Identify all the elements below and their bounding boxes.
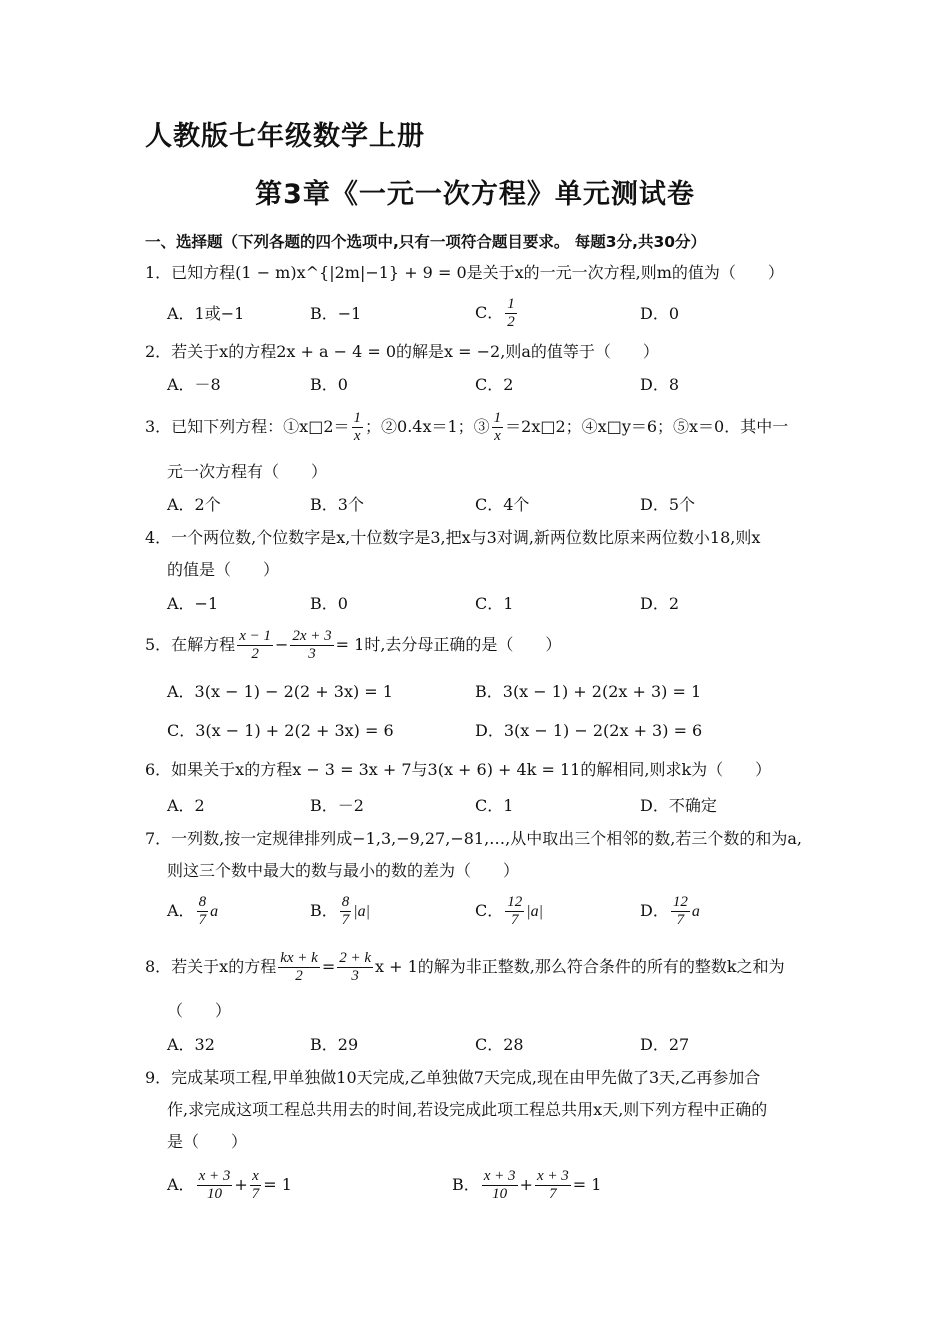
- numerator: x − 1: [239, 628, 271, 644]
- question-9-stem-line3: 是（ ）: [167, 1132, 248, 1151]
- fraction: [197, 894, 209, 929]
- q8-fraction-2: [337, 950, 373, 985]
- q4-option-d: D．2: [640, 594, 680, 613]
- q5-option-c: C．3(x − 1) + 2(2 + 3x) = 6: [167, 721, 394, 740]
- section-heading: 一、选择题（下列各题的四个选项中,只有一项符合题目要求。 每题3分,共30分）: [145, 233, 707, 251]
- tail: |a|: [526, 903, 544, 920]
- q2-option-c: C．2: [475, 375, 514, 394]
- label: C．: [475, 901, 504, 920]
- q5-fraction-1: [237, 628, 273, 663]
- fraction: [340, 894, 352, 929]
- question-7-stem-line2: 则这三个数中最大的数与最小的数的差为（ ）: [167, 861, 520, 880]
- q8-equals: =: [321, 957, 336, 976]
- numerator: 2 + k: [339, 950, 372, 966]
- denominator: 2: [251, 646, 259, 662]
- denominator: 7: [511, 912, 519, 928]
- numerator: x + 3: [536, 1168, 569, 1184]
- numerator: x + 3: [198, 1168, 231, 1184]
- fraction-1: [482, 1168, 518, 1203]
- question-7-stem: 7．一列数,按一定规律排列成−1,3,−9,27,−81,…,从中取出三个相邻的数,若三个数的和为a,: [145, 829, 802, 848]
- fraction-1: [197, 1168, 233, 1203]
- tail: = 1: [263, 1175, 292, 1194]
- q1-option-c: [475, 296, 519, 331]
- q9-option-a: [167, 1168, 292, 1203]
- q5-text-2: = 1时,去分母正确的是（ ）: [335, 635, 562, 654]
- q5-fraction-2: [290, 628, 333, 663]
- question-4-stem: 4．一个两位数,个位数字是x,十位数字是3,把x与3对调,新两位数比原来两位数小18,则x: [145, 528, 761, 547]
- numerator: 1: [353, 410, 362, 426]
- q5-option-b: B．3(x − 1) + 2(2x + 3) = 1: [475, 682, 702, 701]
- doc-subtitle: 第3章《一元一次方程》单元测试卷: [255, 179, 695, 210]
- q8-option-a: A．32: [167, 1035, 215, 1054]
- numerator: kx + k: [280, 950, 318, 966]
- numerator: 8: [198, 894, 207, 910]
- q1-option-a: A．1或−1: [167, 304, 245, 323]
- q8-fraction-1: [278, 950, 320, 985]
- fraction: [671, 894, 690, 929]
- fraction: [505, 894, 524, 929]
- q8-option-d: D．27: [640, 1035, 690, 1054]
- q2-option-a: A．－8: [167, 375, 221, 394]
- q5-minus: −: [274, 635, 289, 654]
- question-2-stem: 2．若关于x的方程2x + a − 4 = 0的解是x = −2,则a的值等于（ ）: [145, 342, 659, 361]
- q6-option-d: D．不确定: [640, 796, 717, 815]
- denominator: 7: [341, 912, 350, 928]
- doc-title: 人教版七年级数学上册: [145, 121, 425, 152]
- tail: a: [691, 903, 700, 920]
- q1-option-c-label: C．: [475, 303, 504, 322]
- denominator: 3: [351, 968, 359, 984]
- question-8-stem-line2: （ ）: [167, 1001, 232, 1020]
- question-9-stem-line2: 作,求完成这项工程总共用去的时间,若设完成此项工程总共用x天,则下列方程中正确的: [167, 1100, 768, 1119]
- denominator: 7: [549, 1186, 557, 1202]
- q3-text-1: 3．已知下列方程：①x□2＝: [145, 417, 350, 436]
- q9-option-b: [452, 1168, 601, 1203]
- q3-option-c: C．4个: [475, 495, 530, 514]
- question-4-stem-line2: 的值是（ ）: [167, 560, 280, 579]
- q5-option-d: D．3(x − 1) − 2(2x + 3) = 6: [475, 721, 703, 740]
- fraction-2: [250, 1168, 262, 1203]
- q3-fraction-1: [352, 410, 364, 445]
- q4-option-a: A．−1: [167, 594, 219, 613]
- numerator: 12: [672, 894, 688, 910]
- numerator: x + 3: [483, 1168, 516, 1184]
- q3-option-d: D．5个: [640, 495, 696, 514]
- denominator: x: [353, 428, 361, 444]
- q3-text-2: ；②0.4x＝1；③: [365, 417, 490, 436]
- plus: +: [234, 1175, 248, 1194]
- q7-option-c: [475, 894, 543, 929]
- denominator: x: [494, 428, 501, 444]
- label: A．: [167, 901, 195, 920]
- label: B．: [452, 1175, 480, 1194]
- q4-option-c: C．1: [475, 594, 514, 613]
- q3-option-a: A．2个: [167, 495, 221, 514]
- q1-option-b: B．−1: [310, 304, 362, 323]
- q3-text-3: ＝2x□2；④x□y＝6；⑤x＝0．其中一: [505, 417, 789, 436]
- question-8-stem: [145, 950, 785, 985]
- q2-option-b: B．0: [310, 375, 348, 394]
- q8-text-2: x + 1的解为非正整数,那么符合条件的所有的整数k之和为: [375, 957, 785, 976]
- q6-option-b: B．－2: [310, 796, 364, 815]
- denominator: 7: [251, 1186, 260, 1202]
- numerator: x: [252, 1168, 259, 1184]
- denominator: 10: [492, 1186, 508, 1202]
- question-9-stem: 9．完成某项工程,甲单独做10天完成,乙单独做7天完成,现在由甲先做了3天,乙再参加合: [145, 1068, 761, 1087]
- tail: |a|: [353, 903, 371, 920]
- numerator: 8: [341, 894, 350, 910]
- q5-option-a: A．3(x − 1) − 2(2 + 3x) = 1: [167, 682, 393, 701]
- denominator: 3: [308, 646, 316, 662]
- q8-option-c: C．28: [475, 1035, 524, 1054]
- q6-option-a: A．2: [167, 796, 205, 815]
- q5-text-1: 5．在解方程: [145, 635, 236, 654]
- q8-option-b: B．29: [310, 1035, 359, 1054]
- plus: +: [519, 1175, 533, 1194]
- q3-fraction-2: [492, 410, 504, 445]
- label: A．: [167, 1175, 195, 1194]
- q3-option-b: B．3个: [310, 495, 364, 514]
- q2-option-d: D．8: [640, 375, 680, 394]
- denominator: 7: [198, 912, 207, 928]
- q7-option-b: [310, 894, 370, 929]
- denominator: 2: [507, 314, 515, 330]
- question-3-stem: [145, 410, 788, 445]
- denominator: 2: [295, 968, 303, 984]
- fraction-2: [535, 1168, 571, 1203]
- numerator: 1: [493, 410, 502, 426]
- q6-option-c: C．1: [475, 796, 514, 815]
- question-5-stem: [145, 628, 561, 663]
- tail: = 1: [572, 1175, 602, 1194]
- q4-option-b: B．0: [310, 594, 348, 613]
- q7-option-d: [640, 894, 700, 929]
- numerator: 1: [507, 296, 515, 312]
- label: B．: [310, 901, 338, 920]
- question-1-stem: 1．已知方程(1 − m)x^{|2m|−1} + 9 = 0是关于x的一元一次方程,则m的值为（ ）: [145, 263, 784, 282]
- denominator: 7: [676, 912, 685, 928]
- q1-option-c-fraction: [505, 296, 517, 331]
- numerator: 12: [507, 894, 523, 910]
- tail: a: [210, 903, 219, 920]
- numerator: 2x + 3: [292, 628, 332, 644]
- q1-option-d: D．0: [640, 304, 680, 323]
- q8-text-1: 8．若关于x的方程: [145, 957, 277, 976]
- label: D．: [640, 901, 669, 920]
- q7-option-a: [167, 894, 218, 929]
- denominator: 10: [206, 1186, 222, 1202]
- question-3-stem-line2: 元一次方程有（ ）: [167, 462, 328, 481]
- question-6-stem: 6．如果关于x的方程x − 3 = 3x + 7与3(x + 6) + 4k = 11的解相同,则求k为（ ）: [145, 760, 772, 779]
